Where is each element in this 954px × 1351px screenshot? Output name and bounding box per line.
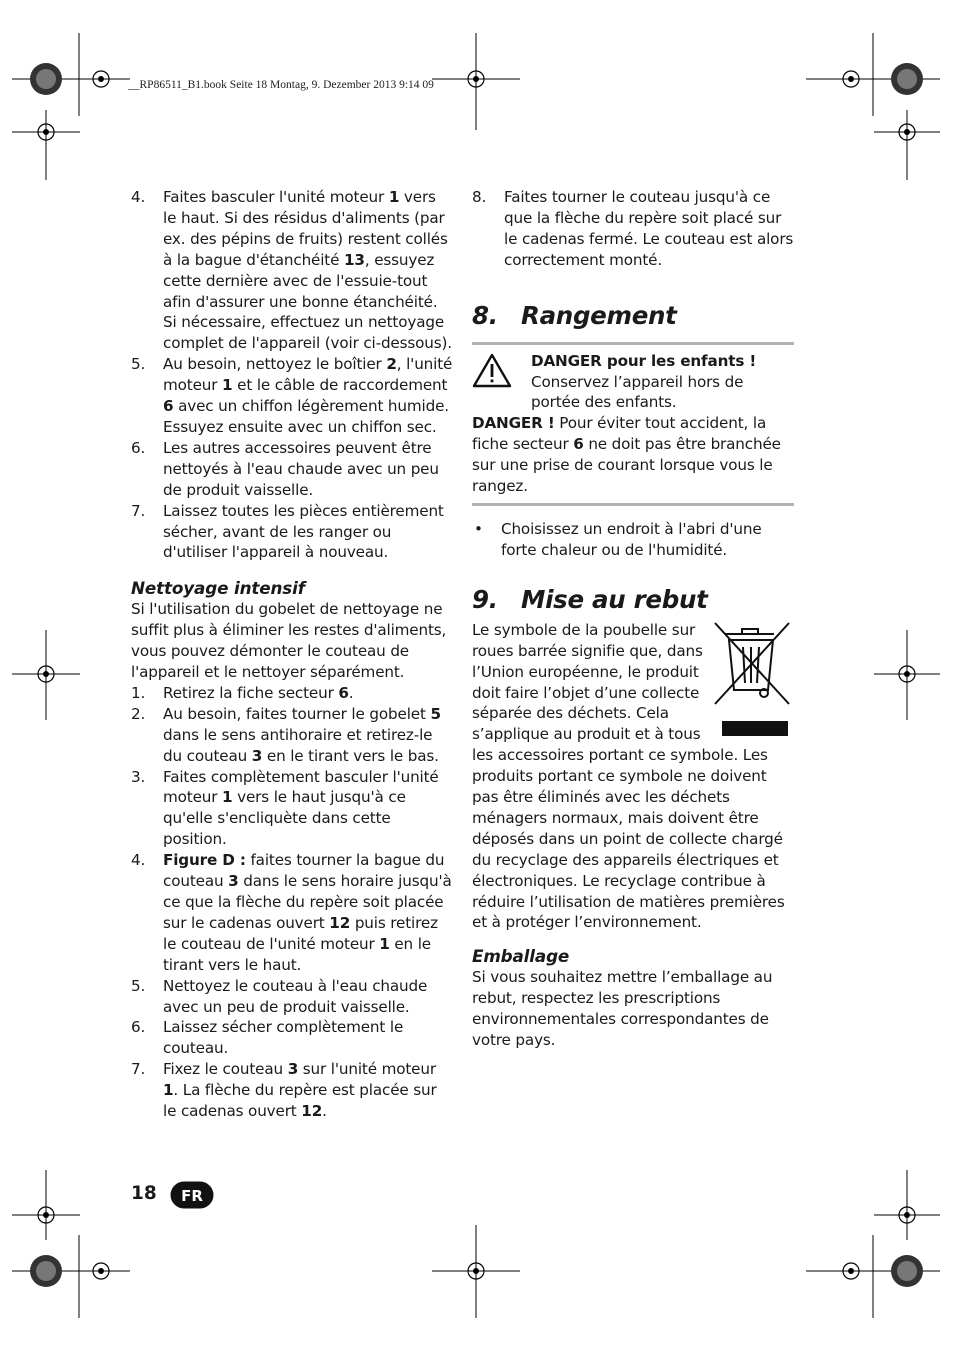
part-reference: 12: [329, 913, 351, 932]
list-item: [131, 850, 453, 975]
section-number: 8.: [472, 300, 498, 330]
bullet-icon: •: [474, 519, 483, 538]
danger-paragraph: [472, 413, 794, 497]
text-run: en le tirant vers le haut.: [163, 934, 431, 974]
text-run: avec un chiffon légèrement humide. Essuyez ensuite avec un chiffon sec.: [163, 397, 449, 436]
list-item-number: 7.: [131, 501, 146, 520]
part-reference: 3: [287, 1060, 299, 1079]
cleaning-steps-list: [131, 187, 453, 563]
list-item-number: 5.: [131, 355, 146, 374]
part-reference: 1: [222, 376, 233, 395]
part-reference: 13: [344, 250, 365, 269]
part-reference: 5: [430, 704, 441, 723]
list-item: [131, 1017, 453, 1059]
part-reference: 6: [163, 397, 174, 416]
list-item-text: [163, 187, 453, 354]
disposal-paragraph: [472, 620, 794, 934]
list-item-text: [163, 683, 453, 704]
part-reference: 2: [386, 355, 397, 374]
part-reference: 1: [379, 934, 390, 953]
list-item-text: [163, 1017, 453, 1059]
warning-header: [472, 351, 794, 414]
list-item: [131, 354, 453, 438]
text-run: vers le haut jusqu'à ce qu'elle s'encliquète dans cette position.: [163, 788, 406, 849]
list-item-text: Choisissez un endroit à l'abri d'une forte chaleur ou de l'humidité.: [501, 519, 762, 559]
list-item-number: 4.: [131, 188, 146, 206]
list-item: [131, 501, 453, 564]
part-reference: 1: [163, 1081, 174, 1100]
list-item-number: 7.: [131, 1060, 146, 1079]
right-column: [472, 187, 794, 1051]
text-run: , l'unité moteur: [163, 355, 453, 395]
list-item-number: 4.: [131, 851, 146, 870]
print-header-file-info: __RP86511_B1.book Seite 18 Montag, 9. Dezember 2013 9:14 09: [128, 79, 434, 91]
part-reference: 3: [251, 746, 263, 765]
crossed-out-wheelie-bin-icon: [712, 620, 794, 738]
list-item-number: 1.: [131, 683, 146, 702]
warning-box: [472, 342, 794, 506]
warning-triangle-icon: [472, 351, 531, 414]
packaging-text: Si vous souhaitez mettre l’emballage au rebut, respectez les prescriptions environnementales correspondantes de votre pays.: [472, 968, 773, 1050]
list-item-text: [163, 767, 453, 851]
text-run: Faites basculer l'unité moteur: [163, 188, 389, 206]
text-run: .: [348, 683, 354, 702]
text-run: sur l'unité moteur: [298, 1060, 436, 1079]
list-item-text: Faites tourner le couteau jusqu'à ce que la flèche du repère soit placé sur le cadenas fermé. Le couteau est alors correctement monté.: [504, 188, 794, 269]
text-run: Au besoin, nettoyez le boîtier: [163, 355, 387, 374]
list-item: [131, 767, 453, 851]
warning-text: Conservez l’appareil hors de portée des enfants.: [531, 372, 744, 412]
list-item-number: 3.: [131, 767, 146, 786]
list-item-text: [163, 850, 453, 975]
text-run: Laissez toutes les pièces entièrement sécher, avant de les ranger ou d'utiliser l'appareil à nouveau.: [163, 501, 444, 562]
part-reference: 6: [573, 435, 584, 454]
text-run: Pour éviter tout accident, la fiche secteur: [472, 414, 767, 454]
part-reference: Figure D :: [163, 851, 246, 870]
list-item-text: [163, 704, 453, 767]
list-item: [131, 976, 453, 1018]
list-item: [472, 187, 794, 271]
language-badge: [170, 1181, 214, 1209]
text-run: dans le sens antihoraire et retirez-le du couteau: [163, 725, 433, 765]
list-item: [472, 519, 794, 561]
section-title: Mise au rebut: [521, 584, 708, 614]
disposal-text: Le symbole de la poubelle sur roues barrée signifie que, dans l’Union européenne, le produit doit faire l’objet d’une collecte séparée des déchets. Cela s’applique au produit et à tous les accessoires portant ce symbole. Les produits portant ce symbole ne doivent pas être éliminés avec les déchets ménagers normaux, mais doivent être déposés dans un point de collecte chargé du recyclage des appareils électriques et électroniques. Le recyclage contribue à réduire l’utilisation de matières premières et à protéger l’environnement.: [472, 620, 785, 932]
list-item: [131, 704, 453, 767]
text-run: ne doit pas être branchée sur une prise de courant lorsque vous le rangez.: [472, 435, 781, 496]
text-run: Au besoin, faites tourner le gobelet: [163, 704, 431, 723]
text-run: Retirez la fiche secteur: [163, 683, 339, 702]
list-item: [131, 1059, 453, 1122]
text-run: Nettoyez le couteau à l'eau chaude avec un peu de produit vaisselle.: [163, 976, 428, 1016]
text-run: dans le sens horaire jusqu'à ce que la flèche du repère soit placée sur le cadenas ouvert: [163, 872, 452, 932]
text-run: vers le haut. Si des résidus d'aliments (par ex. des pépins de fruits) restent collés à la bague d'étanchéité: [163, 188, 448, 269]
list-item-number: 6.: [131, 1018, 146, 1037]
list-item-text: [163, 1059, 453, 1122]
text-run: Laissez sécher complètement le couteau.: [163, 1018, 404, 1058]
list-item-number: 5.: [131, 976, 146, 995]
list-item-text: [163, 354, 453, 438]
text-run: Les autres accessoires peuvent être nettoyés à l'eau chaude avec un peu de produit vaisselle.: [163, 438, 439, 499]
list-item: [131, 683, 453, 704]
section-heading-storage: [472, 301, 794, 331]
list-item-text: [163, 976, 453, 1018]
part-reference: 3: [228, 872, 239, 891]
language-label: FR: [181, 1187, 203, 1205]
text-run: , essuyez cette dernière avec de l'essuie-tout afin d'assurer une bonne étanchéité. Si nécessaire, effectuez un nettoyage complet de l'appareil (voir ci-dessous).: [163, 250, 452, 353]
text-run: et le câble de raccordement: [232, 376, 448, 395]
part-reference: 1: [222, 788, 233, 807]
text-run: en le tirant vers le bas.: [262, 746, 439, 765]
text-run: puis retirez le couteau de l'unité moteur: [163, 913, 438, 953]
intensive-cleaning-intro: Si l'utilisation du gobelet de nettoyage ne suffit plus à éliminer les restes d'aliments, vous pouvez démonter le couteau de l'appareil et le nettoyer séparément.: [131, 600, 447, 682]
section-heading-disposal: [472, 585, 794, 615]
part-reference: 1: [388, 188, 400, 206]
warning-title: DANGER pour les enfants !: [531, 351, 757, 370]
list-item: [131, 438, 453, 501]
list-item-number: 6.: [131, 438, 146, 457]
left-column: [131, 187, 453, 1122]
list-item: [131, 187, 453, 354]
section-number: 9.: [472, 584, 498, 614]
text-run: Faites complètement basculer l'unité moteur: [163, 767, 439, 807]
subheading-packaging: Emballage: [472, 946, 570, 967]
part-reference: 12: [301, 1102, 323, 1121]
list-item-number: 8.: [472, 188, 487, 206]
list-item-text: [163, 438, 453, 501]
text-run: .: [322, 1102, 327, 1121]
list-item-number: 2.: [131, 704, 146, 723]
part-reference: 6: [338, 683, 349, 702]
intensive-cleaning-steps-list: [131, 683, 453, 1122]
subheading-intensive-cleaning: Nettoyage intensif: [131, 578, 305, 599]
list-item-text: [163, 501, 453, 564]
page-number: 18: [131, 1183, 157, 1204]
text-run: . La flèche du repère est placée sur le cadenas ouvert: [163, 1081, 437, 1121]
danger-label: DANGER !: [472, 414, 555, 433]
section-title: Rangement: [521, 300, 677, 330]
text-run: Fixez le couteau: [163, 1060, 288, 1079]
text-run: faites tourner la bague du couteau: [163, 851, 445, 891]
